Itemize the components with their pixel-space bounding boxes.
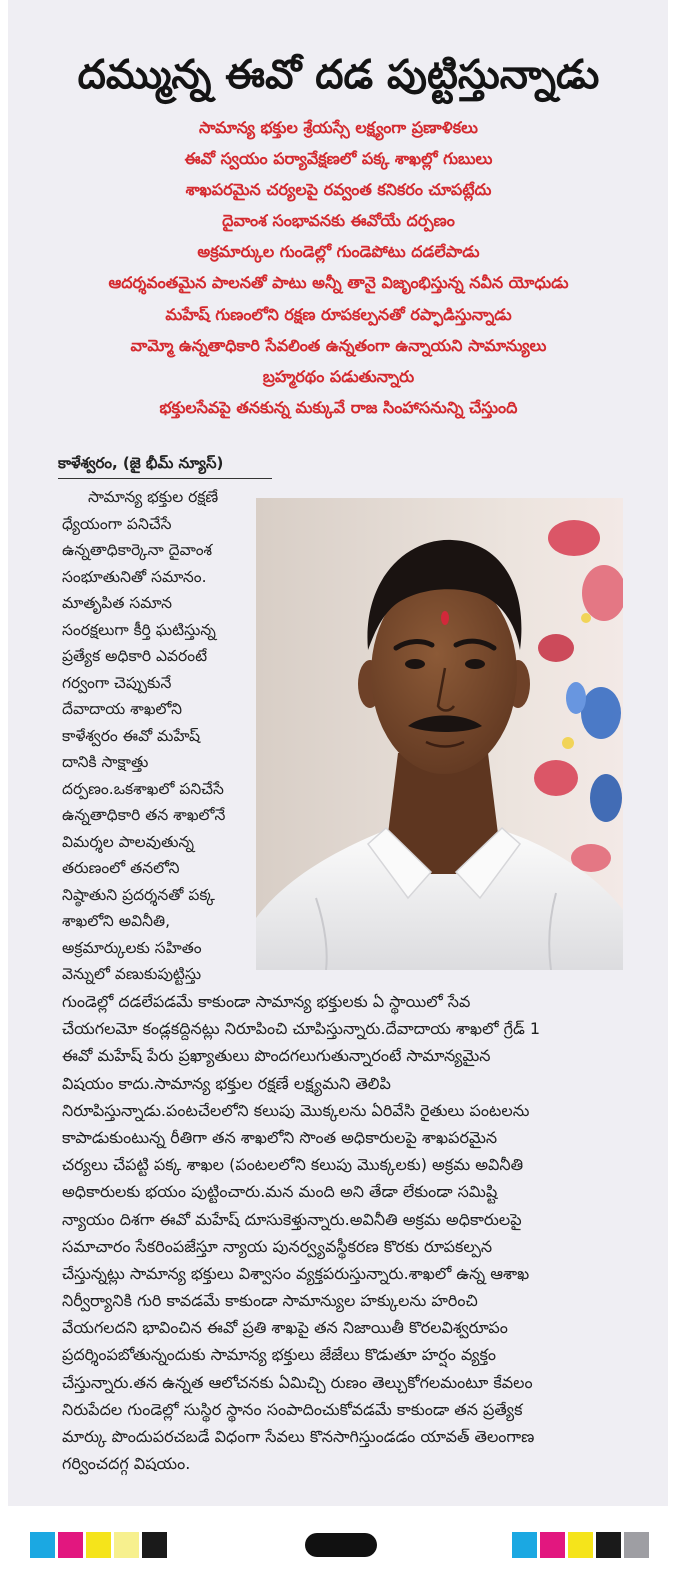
column-line: ఉన్నతాధికార్కెనా దైవాంశ <box>62 541 213 559</box>
registration-pill-mark <box>305 1533 377 1557</box>
body-line: నిరూపిస్తున్నాడు.పంటచేలలోని కలుపు మొక్కలను ఏరివేసి రైతులు పంటలను <box>62 1100 530 1120</box>
body-line: ఈవో మహేష్ పేరు ప్రఖ్యాతులు పొందగలుగుతున్నారంటే సామాన్యమైన <box>62 1046 491 1066</box>
body-line: గుండెల్లో దడలేపడమే కాకుండా సామాన్య భక్తులకు ఏ స్థాయిలో సేవ <box>62 992 471 1011</box>
column-line: వెన్నులో వణుకుపుట్టిస్తు <box>62 965 202 983</box>
gray-swatch <box>624 1532 649 1558</box>
light-yellow-swatch <box>114 1532 139 1558</box>
highlight-line: ఆదర్శవంతమైన పాలనతో పాటు అన్నీ తానై విజృంభిస్తున్న నవీన యోధుడు <box>108 273 569 293</box>
highlight-line: దైవాంశ సంభావనకు ఈవోయే దర్పణం <box>222 211 455 231</box>
byline: కాళేశ్వరం, (జై భీమ్ న్యూస్) <box>58 448 272 479</box>
body-line: చర్యలు చేపట్టి పక్క శాఖల (పంటలలోని కలుపు మొక్కలకు) అక్రమ అవినీతి <box>62 1155 524 1175</box>
highlight-line: భక్తులసేవపై తనకున్న మక్కువే రాజ సింహాసనున్ని చేస్తుంది <box>159 397 518 417</box>
body-line: చేయగలమో కండ్లకద్దినట్లు నిరూపించి చూపిస్తున్నారు.దేవాదాయ శాఖలో గ్రేడ్ 1 <box>62 1019 541 1039</box>
body-line: నిర్వీర్యానికి గురి కావడమే కాకుండా సామాన్యుల హక్కులను హరించి <box>62 1291 478 1311</box>
highlight-line: శాఖపరమైన చర్యలపై రవ్వంత కనికరం చూపట్లేదు <box>185 180 492 200</box>
headline: దమ్మున్న ఈవో దడ పుట్టిస్తున్నాడు <box>77 52 600 98</box>
portrait-illustration <box>256 498 623 970</box>
cyan-swatch <box>30 1532 55 1558</box>
column-line: దానికి సాక్షాత్తు <box>62 753 149 771</box>
body-line: అధికారులకు భయం పుట్టించారు.మన మంది అని తేడా లేకుండా సమిష్టి <box>62 1182 498 1202</box>
column-line: సంరక్షలుగా కీర్తి ఘటిస్తున్న <box>62 620 216 639</box>
column-line: మాతృపిత సమాన <box>62 594 172 612</box>
highlight-line: వామ్మో ఉన్నతాధికారి సేవలింత ఉన్నతంగా ఉన్నాయని సామాన్యులు <box>130 335 547 355</box>
magenta-swatch <box>540 1532 565 1558</box>
column-line: శాఖలోని అవినీతి, <box>62 912 171 930</box>
column-line: ధ్యేయంగా పనిచేసే <box>62 514 172 533</box>
column-line: సంభూతునితో సమానం. <box>62 567 207 586</box>
body-line: మార్కు పొందుపరచబడే విధంగా సేవలు కొనసాగిస్తుండడం యావత్ తెలంగాణ <box>62 1427 535 1446</box>
side-column <box>62 484 250 988</box>
highlight-deck <box>18 112 659 423</box>
column-line: తరుణంలో తనలోని <box>62 859 180 877</box>
cyan-swatch <box>512 1532 537 1558</box>
highlight-line: అక్రమార్కుల గుండెల్లో గుండెపోటు దడలేపాడు <box>197 242 480 262</box>
yellow-swatch <box>86 1532 111 1558</box>
print-registration-marks <box>0 1532 677 1560</box>
body-line: చేస్తున్నారు.తన ఉన్నత ఆలోచనకు ఏమిచ్చి రుణం తెల్చుకోగలమంటూ కేవలం <box>62 1372 533 1392</box>
article-body <box>62 988 620 1477</box>
yellow-swatch <box>568 1532 593 1558</box>
column-line: దర్పణం.ఒకశాఖలో పనిచేసే <box>62 779 224 798</box>
column-line: విమర్శల పాలవుతున్న <box>62 832 195 851</box>
column-line: గర్వంగా చెప్పుకునే <box>62 673 172 692</box>
body-line: సమాచారం సేకరింపజేస్తూ న్యాయ పునర్వ్యవస్థీకరణ కొరకు రూపకల్పన <box>62 1236 493 1256</box>
body-line: చేస్తున్నట్లు సామాన్య భక్తులు విశ్వాసం వ్యక్తపరుస్తున్నారు.శాఖలో ఉన్న ఆశాఖ <box>62 1263 530 1283</box>
highlight-line: సామాన్య భక్తుల శ్రేయస్సే లక్ష్యంగా ప్రణాళికలు <box>199 118 478 137</box>
body-line: ప్రదర్శింపబోతున్నందుకు సామాన్య భక్తులు జేజేలు కొడుతూ హర్షం వ్యక్తం <box>62 1345 496 1365</box>
column-line: అక్రమార్కులకు సహితం <box>62 938 202 957</box>
body-line: నిరుపేదల గుండెల్లో సుస్థిర స్థానం సంపాదించుకోవడమే కాకుండా తన ప్రత్యేక <box>62 1399 523 1419</box>
highlight-line: మహేష్ గుణంలోని రక్షణ రూపకల్పనతో రప్ఫాడిస్తున్నాడు <box>165 304 512 324</box>
body-line: గర్వించదగ్గ విషయం. <box>62 1454 191 1474</box>
column-line: ఉన్నతాధికారి తన శాఖలోనే <box>62 806 226 824</box>
column-line: సామాన్య భక్తుల రక్షణే <box>88 488 219 506</box>
highlight-line: ఈవో స్వయం పర్యావేక్షణలో పక్క శాఖల్లో గుబులు <box>184 149 493 169</box>
column-line: నిష్ఠాతుని ప్రదర్శనతో పక్క <box>62 885 215 904</box>
body-line: కాపాడుకుంటున్న రీతిగా తన శాఖలోని సొంత అధికారులపై శాఖపరమైన <box>62 1127 498 1147</box>
body-line: విషయం కాదు.సామాన్య భక్తుల రక్షణే లక్ష్యమని తెలిపి <box>62 1073 391 1093</box>
body-line: న్యాయం దిశగా ఈవో మహేష్ దూసుకెళ్తున్నారు.అవినీతి అక్రమ అధికారులపై <box>62 1209 522 1229</box>
black-swatch <box>142 1532 167 1558</box>
column-line: ప్రత్యేక అధికారి ఎవరంటే <box>62 647 208 665</box>
column-line: కాళేశ్వరం ఈవో మహేష్ <box>62 726 201 745</box>
column-line: దేవాదాయ శాఖలోని <box>62 700 182 718</box>
highlight-line: బ్రహ్మరథం పడుతున్నారు <box>262 366 415 386</box>
body-line: వేయగలదని భావించిన ఈవో ప్రతి శాఖపై తన నిజాయితీ కొరలవిశ్వరూపం <box>62 1318 508 1338</box>
magenta-swatch <box>58 1532 83 1558</box>
black-swatch <box>596 1532 621 1558</box>
portrait-photo <box>256 498 623 970</box>
